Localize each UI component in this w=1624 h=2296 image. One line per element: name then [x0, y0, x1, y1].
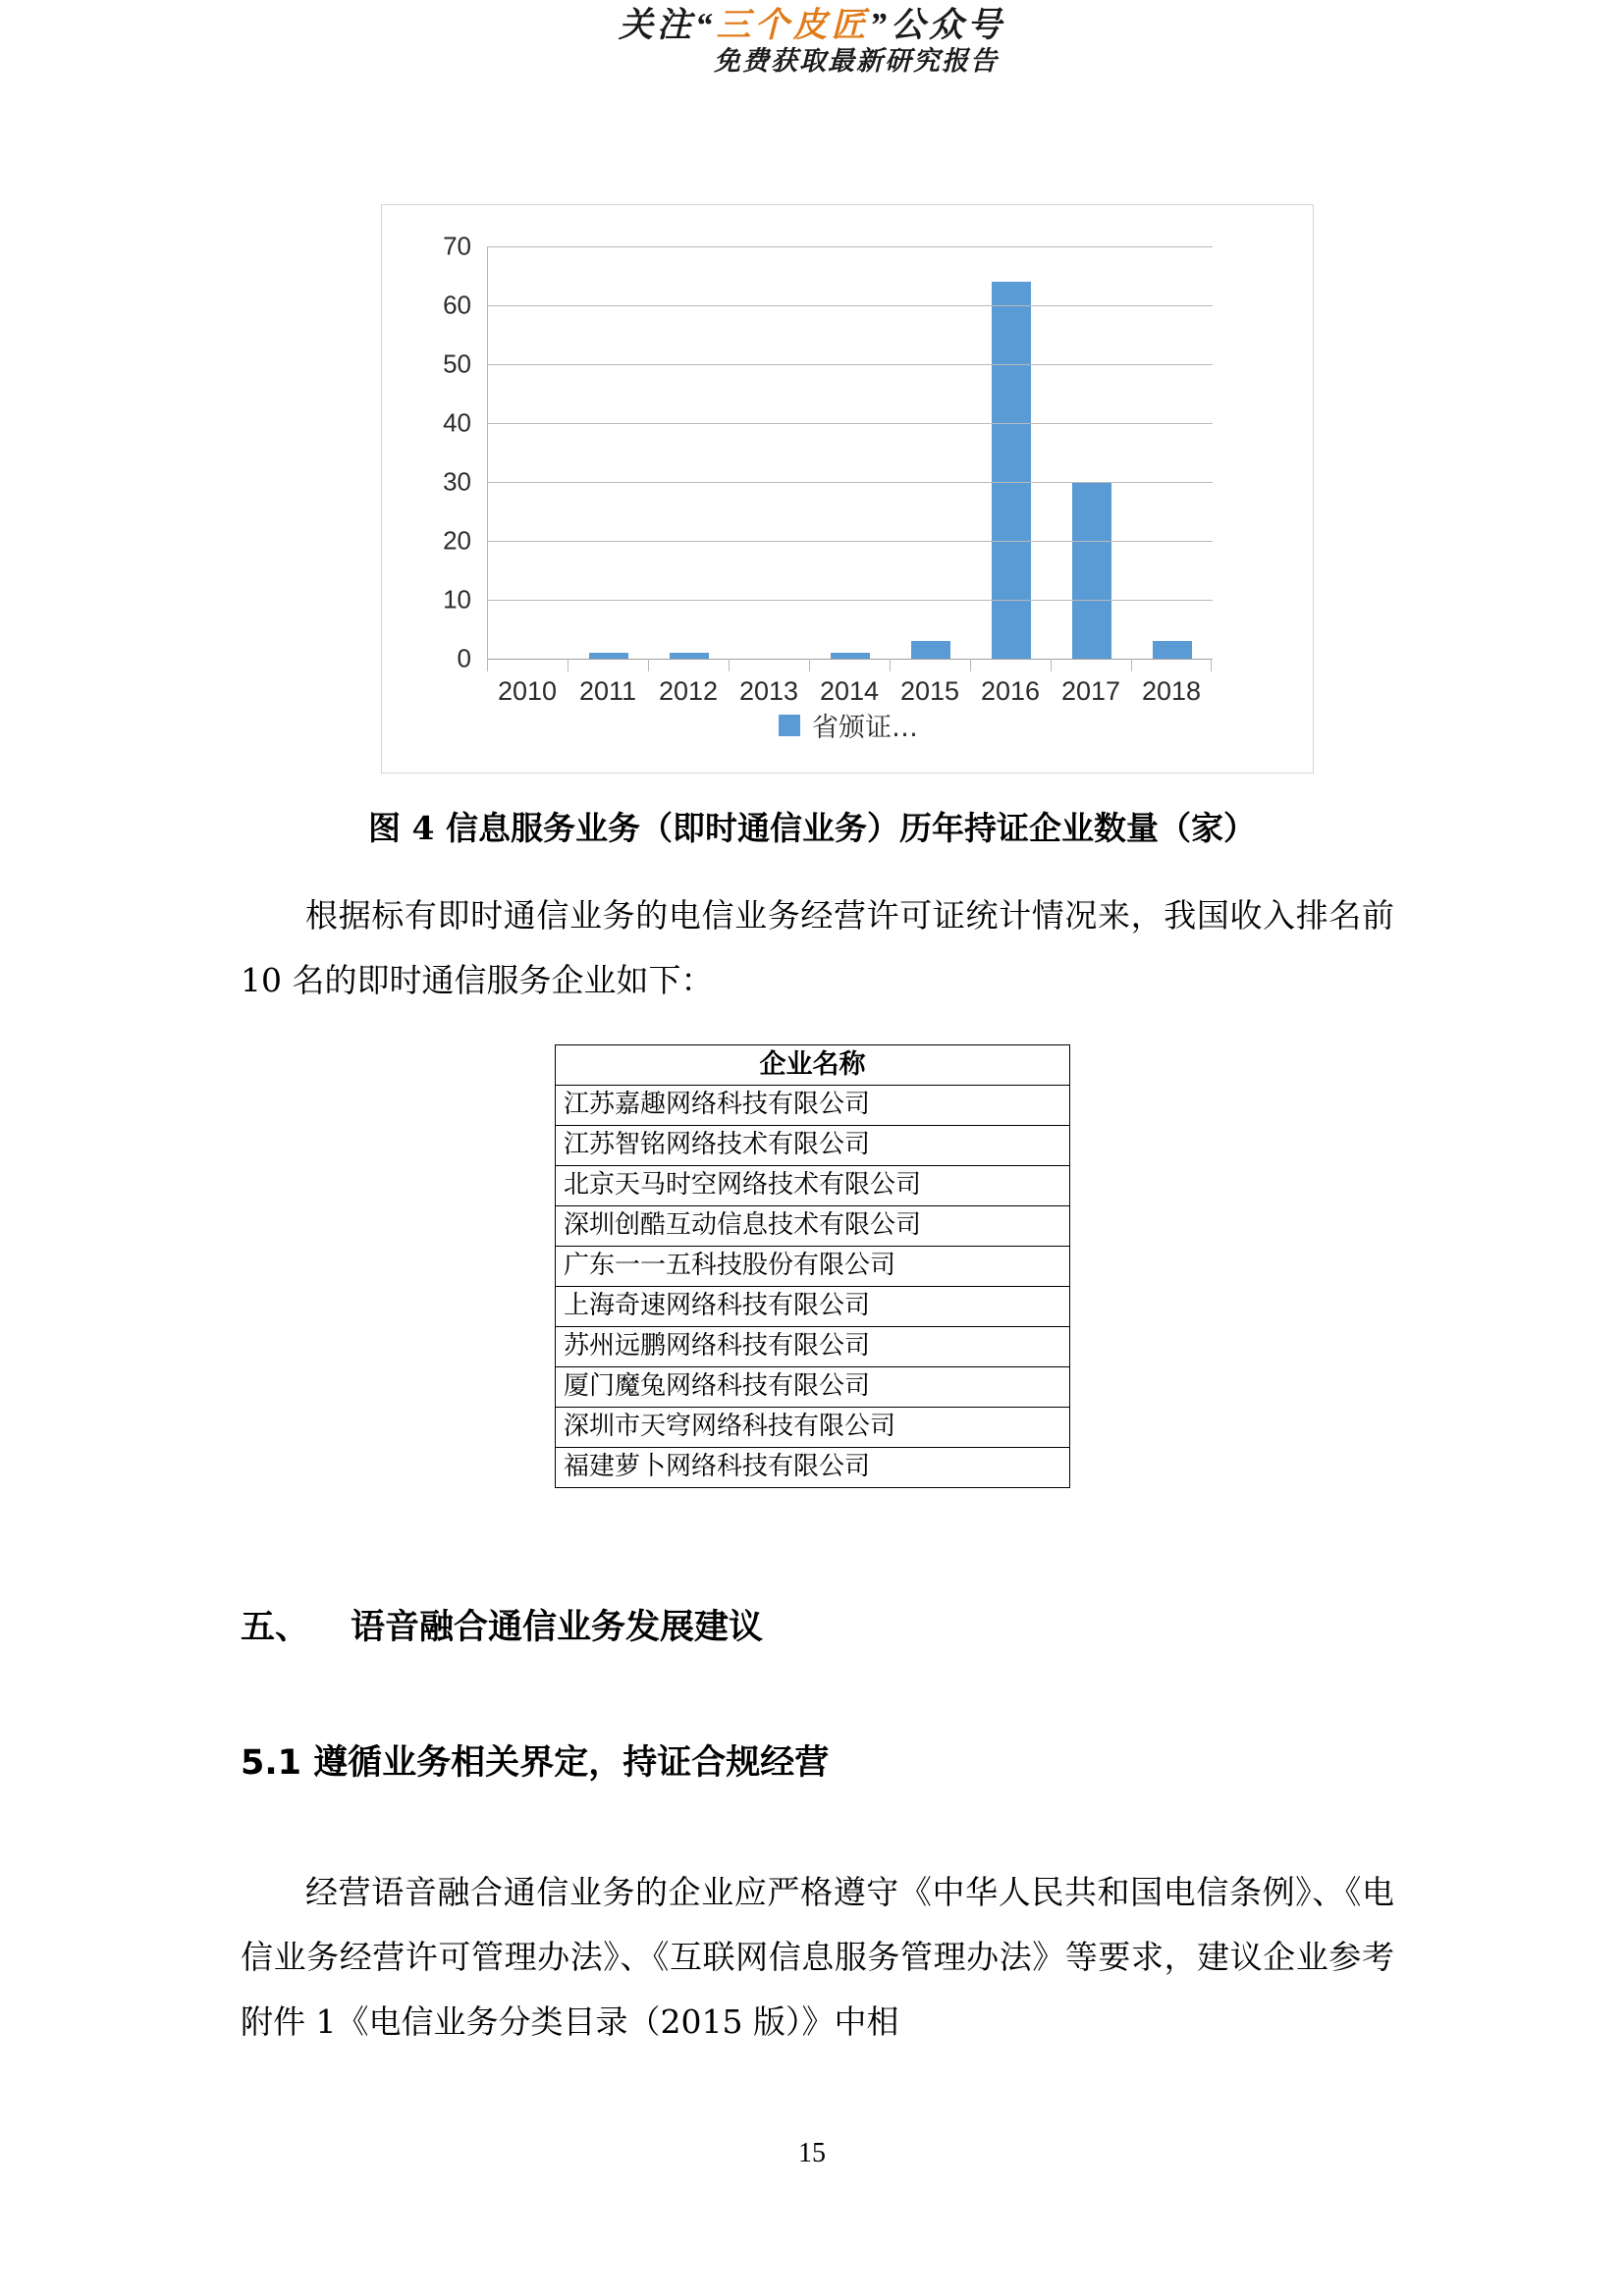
x-tick-2014	[809, 659, 890, 672]
y-tick-label-40: 40	[443, 407, 471, 438]
x-tick-2017	[1051, 659, 1131, 672]
paragraph-body-1: 根据标有即时通信业务的电信业务经营许可证统计情况来，我国收入排名前 10 名的即时通信服务企业如下：	[241, 896, 1394, 999]
section-heading-title: 语音融合通信业务发展建议	[351, 1608, 764, 1647]
x-label-2015: 2015	[899, 676, 960, 706]
banner-line-1	[0, 8, 1624, 42]
bar-slot-2011	[568, 246, 649, 659]
y-tick-label-50: 50	[443, 348, 471, 379]
table-cell-company-name: 江苏嘉趣网络科技有限公司	[556, 1086, 1070, 1126]
table-row	[556, 1166, 1070, 1206]
x-label-2016: 2016	[980, 676, 1041, 706]
table-cell-company-name: 上海奇速网络科技有限公司	[556, 1287, 1070, 1327]
x-label-2017: 2017	[1060, 676, 1121, 706]
table-cell-company-name: 福建萝卜网络科技有限公司	[556, 1448, 1070, 1488]
bar-slot-2015	[891, 246, 971, 659]
table-column-header-company-name: 企业名称	[556, 1045, 1070, 1086]
y-tick-label-70: 70	[443, 231, 471, 261]
table-row	[556, 1206, 1070, 1247]
bar-slot-2018	[1132, 246, 1213, 659]
x-label-2018: 2018	[1141, 676, 1202, 706]
x-tick-2011	[568, 659, 648, 672]
table-cell-company-name: 北京天马时空网络技术有限公司	[556, 1166, 1070, 1206]
x-label-2010: 2010	[497, 676, 558, 706]
table-row	[556, 1287, 1070, 1327]
bar-2015	[911, 641, 949, 659]
y-tick-label-30: 30	[443, 466, 471, 497]
promo-banner	[0, 8, 1624, 75]
chart-legend	[382, 706, 1315, 744]
table-cell-company-name: 厦门魔兔网络科技有限公司	[556, 1367, 1070, 1408]
banner-quote-close: ”	[869, 6, 891, 44]
x-axis-tick-labels	[487, 676, 1212, 707]
table-row	[556, 1247, 1070, 1287]
table-row	[556, 1327, 1070, 1367]
section-heading-number: 五、	[241, 1608, 310, 1647]
x-tick-2013	[729, 659, 809, 672]
paragraph-body-2: 经营语音融合通信业务的企业应严格遵守《中华人民共和国电信条例》、《电信业务经营许可管理办法》、《互联网信息服务管理办法》等要求，建议企业参考附件 1《电信业务分类目录（2015 版）》中相	[241, 1873, 1394, 2041]
page-number: 15	[798, 2138, 826, 2168]
gridline-60	[488, 305, 1213, 306]
x-tick-2010	[487, 659, 568, 672]
gridline-70	[488, 246, 1213, 247]
table-cell-company-name: 广东一一五科技股份有限公司	[556, 1247, 1070, 1287]
bar-2016	[992, 282, 1030, 659]
banner-quote-open: “	[694, 6, 717, 44]
section-heading	[241, 1600, 763, 1649]
legend-label: 省颁证…	[812, 713, 918, 743]
table-row	[556, 1408, 1070, 1448]
bar-slot-2017	[1052, 246, 1132, 659]
x-tick-2015	[890, 659, 970, 672]
x-label-2012: 2012	[658, 676, 719, 706]
table-cell-company-name: 江苏智铭网络技术有限公司	[556, 1126, 1070, 1166]
y-tick-label-0: 0	[457, 643, 471, 673]
bar-chart	[381, 204, 1314, 774]
table-row	[556, 1448, 1070, 1488]
bar-2017	[1072, 482, 1110, 659]
bar-slot-2016	[971, 246, 1052, 659]
x-label-2013: 2013	[738, 676, 799, 706]
gridline-20	[488, 541, 1213, 542]
x-tick-2018	[1131, 659, 1212, 672]
table-cell-company-name: 深圳市天穹网络科技有限公司	[556, 1408, 1070, 1448]
table-row	[556, 1086, 1070, 1126]
bar-slot-2014	[810, 246, 891, 659]
x-tick-2016	[970, 659, 1051, 672]
table-header-row	[556, 1045, 1070, 1086]
chart-plot-area	[487, 246, 1213, 659]
legend-swatch-icon	[779, 715, 800, 736]
gridline-50	[488, 364, 1213, 365]
table-row	[556, 1367, 1070, 1408]
gridline-40	[488, 423, 1213, 424]
gridline-30	[488, 482, 1213, 483]
chart-plot-wrapper	[436, 231, 1212, 706]
company-table	[555, 1044, 1070, 1488]
table-row	[556, 1126, 1070, 1166]
banner-brand: 三个皮匠	[716, 6, 870, 44]
y-tick-label-10: 10	[443, 584, 471, 614]
banner-line-2: 免费获取最新研究报告	[714, 46, 999, 76]
x-label-2011: 2011	[578, 676, 637, 706]
banner-prefix: 关注	[618, 6, 695, 44]
x-tick-2012	[648, 659, 729, 672]
table-cell-company-name: 苏州远鹏网络科技有限公司	[556, 1327, 1070, 1367]
bar-slot-2012	[649, 246, 730, 659]
x-axis-ticks	[487, 659, 1212, 672]
banner-suffix: 公众号	[891, 6, 1006, 44]
figure-caption: 图 4 信息服务业务（即时通信业务）历年持证企业数量（家）	[368, 809, 1256, 847]
y-tick-label-20: 20	[443, 525, 471, 556]
bar-slot-2010	[488, 246, 568, 659]
bar-slot-2013	[730, 246, 810, 659]
chart-bars	[488, 246, 1213, 659]
bar-2018	[1153, 641, 1191, 659]
table-cell-company-name: 深圳创酷互动信息技术有限公司	[556, 1206, 1070, 1247]
x-label-2014: 2014	[819, 676, 880, 706]
y-tick-label-60: 60	[443, 290, 471, 320]
y-axis-tick-labels	[436, 231, 481, 673]
subsection-heading: 5.1 遵循业务相关界定，持证合规经营	[241, 1743, 830, 1783]
gridline-10	[488, 600, 1213, 601]
